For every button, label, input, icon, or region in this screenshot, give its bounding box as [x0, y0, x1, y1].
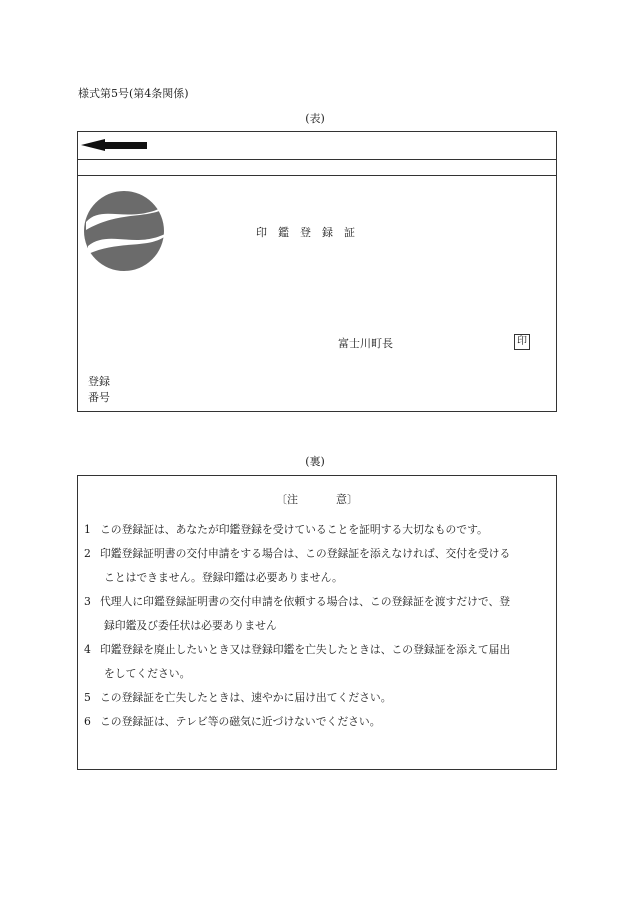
notice-item-text: 印鑑登録を廃止したいとき又は登録印鑑を亡失したときは、この登録証を添えて届出: [100, 643, 511, 656]
notice-item-text: この登録証を亡失したときは、速やかに届け出てください。: [100, 691, 392, 704]
notice-item: [84, 638, 552, 662]
notice-item-number: [84, 566, 100, 590]
notice-item-number: 3: [84, 595, 91, 608]
issuer-name: 富士川町長: [338, 337, 393, 350]
notice-item-number: 2: [84, 547, 91, 560]
registration-label-line-2: 番号: [88, 391, 110, 404]
town-emblem-logo: [84, 188, 174, 274]
card-divider-top: [78, 159, 556, 160]
notice-item-number: [84, 662, 100, 686]
certificate-title: 印鑑登録証: [256, 226, 366, 239]
notice-item-number: 5: [84, 691, 91, 704]
certificate-front: [77, 131, 557, 412]
notice-item-text: 代理人に印鑑登録証明書の交付申請を依頼する場合は、この登録証を渡すだけで、登: [100, 595, 511, 608]
notice-item: [84, 566, 552, 590]
notice-item-number: 1: [84, 523, 91, 536]
card-divider-bottom: [78, 175, 556, 176]
notice-heading-left: 〔注: [276, 493, 298, 506]
registration-number-label: [88, 374, 110, 406]
front-side-label: (表): [305, 112, 325, 125]
notice-item: [84, 614, 552, 638]
notice-item: [84, 710, 552, 734]
notice-item-number: [84, 614, 100, 638]
back-side-label: (裏): [305, 455, 325, 468]
notice-item-text: この登録証は、あなたが印鑑登録を受けていることを証明する大切なものです。: [100, 523, 488, 536]
notice-item: [84, 590, 552, 614]
notice-item-text: をしてください。: [104, 667, 191, 680]
registration-label-line-1: 登録: [88, 375, 110, 388]
notice-heading-right: 意〕: [336, 493, 358, 506]
notice-item-text: ことはできません。登録印鑑は必要ありません。: [104, 571, 343, 584]
official-seal: 印: [514, 334, 530, 350]
insert-direction-arrow-icon: [81, 139, 147, 151]
notice-item-number: 6: [84, 715, 91, 728]
notice-item-text: この登録証は、テレビ等の磁気に近づけないでください。: [100, 715, 381, 728]
notice-list: [84, 518, 552, 734]
notice-item-text: 録印鑑及び委任状は必要ありません: [104, 619, 277, 632]
form-label: 様式第5号(第4条関係): [78, 87, 189, 100]
notice-item: [84, 662, 552, 686]
notice-item-number: 4: [84, 643, 91, 656]
notice-heading: [78, 491, 556, 507]
notice-item: [84, 518, 552, 542]
certificate-back: [77, 475, 557, 770]
notice-item: [84, 542, 552, 566]
notice-item: [84, 686, 552, 710]
notice-item-text: 印鑑登録証明書の交付申請をする場合は、この登録証を添えなければ、交付を受ける: [100, 547, 511, 560]
